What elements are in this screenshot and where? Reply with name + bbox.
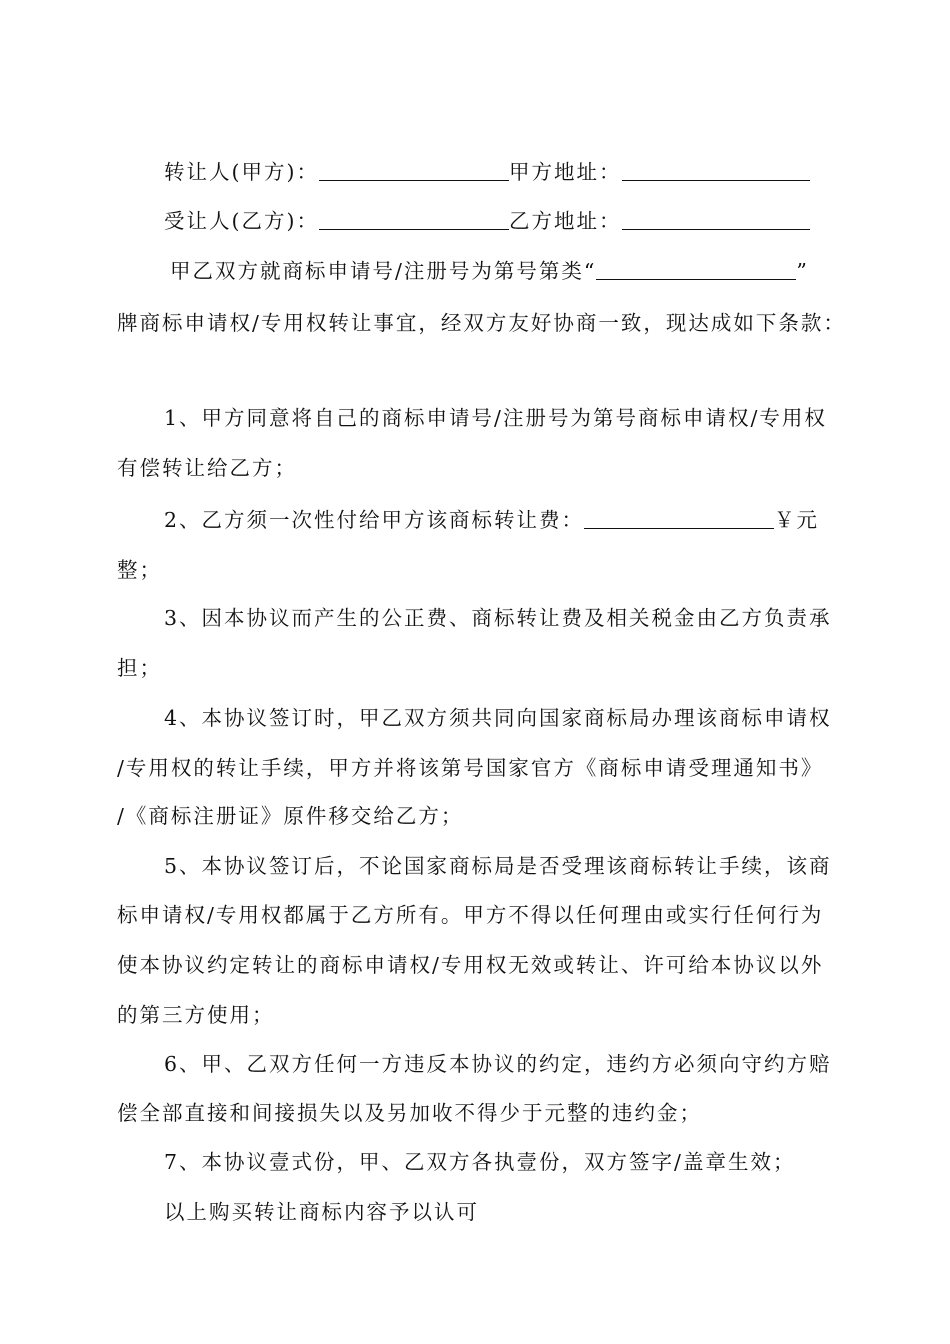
clause-5-line-2: 标申请权/专用权都属于乙方所有。甲方不得以任何理由或实行任何行为	[117, 903, 824, 927]
preamble-line-1	[170, 257, 809, 285]
clause-6-line-2: 偿全部直接和间接损失以及另加收不得少于元整的违约金；	[117, 1101, 702, 1125]
clause-3-line-2: 担；	[117, 656, 162, 680]
transferee-row	[164, 207, 810, 235]
clause-5-line-3: 使本协议约定转让的商标申请权/专用权无效或转让、许可给本协议以外	[117, 953, 824, 977]
clause-6-line-1: 6、甲、乙双方任何一方违反本协议的约定，违约方必须向守约方赔	[164, 1052, 832, 1076]
party-b-address-blank	[622, 209, 810, 230]
clause-1-line-1: 1、甲方同意将自己的商标申请号/注册号为第号商标申请权/专用权	[164, 406, 827, 430]
preamble-line1-end: ”	[796, 259, 809, 283]
clause-2-text: 2、乙方须一次性付给甲方该商标转让费：	[164, 508, 585, 532]
clause-5-line-1: 5、本协议签订后，不论国家商标局是否受理该商标转让手续，该商	[164, 854, 832, 878]
brand-name-blank	[596, 259, 796, 280]
clause-3-line-1: 3、因本协议而产生的公正费、商标转让费及相关税金由乙方负责承	[164, 606, 832, 630]
clause-5-line-4: 的第三方使用；	[117, 1003, 275, 1027]
clause-4-line-1: 4、本协议签订时，甲乙双方须共同向国家商标局办理该商标申请权	[164, 706, 832, 730]
transferor-label: 转让人(甲方)：	[164, 160, 319, 184]
transfer-fee-blank	[584, 508, 774, 529]
party-b-address-label: 乙方地址：	[509, 209, 622, 233]
transferor-blank	[319, 160, 509, 181]
clause-2-line-1	[164, 506, 819, 534]
currency-unit: ￥元	[774, 508, 820, 532]
clause-2-line-2: 整；	[117, 558, 162, 582]
preamble-line1-start: 甲乙双方就商标申请号/注册号为第号第类“	[170, 259, 597, 283]
transferee-blank	[319, 209, 509, 230]
preamble-line-2: 牌商标申请权/专用权转让事宜，经双方友好协商一致，现达成如下条款：	[117, 311, 846, 335]
clause-1-line-2: 有偿转让给乙方；	[117, 456, 297, 480]
transferor-row	[164, 158, 810, 186]
clause-4-line-2: /专用权的转让手续，甲方并将该第号国家官方《商标申请受理通知书》	[117, 756, 824, 780]
party-a-address-label: 甲方地址：	[509, 160, 622, 184]
party-a-address-blank	[622, 160, 810, 181]
clause-7-line-1: 7、本协议壹式份，甲、乙双方各执壹份，双方签字/盖章生效；	[164, 1150, 796, 1174]
transferee-label: 受让人(乙方)：	[164, 209, 319, 233]
clause-4-line-3: /《商标注册证》原件移交给乙方；	[117, 804, 464, 828]
closing-statement: 以上购买转让商标内容予以认可	[164, 1200, 479, 1224]
